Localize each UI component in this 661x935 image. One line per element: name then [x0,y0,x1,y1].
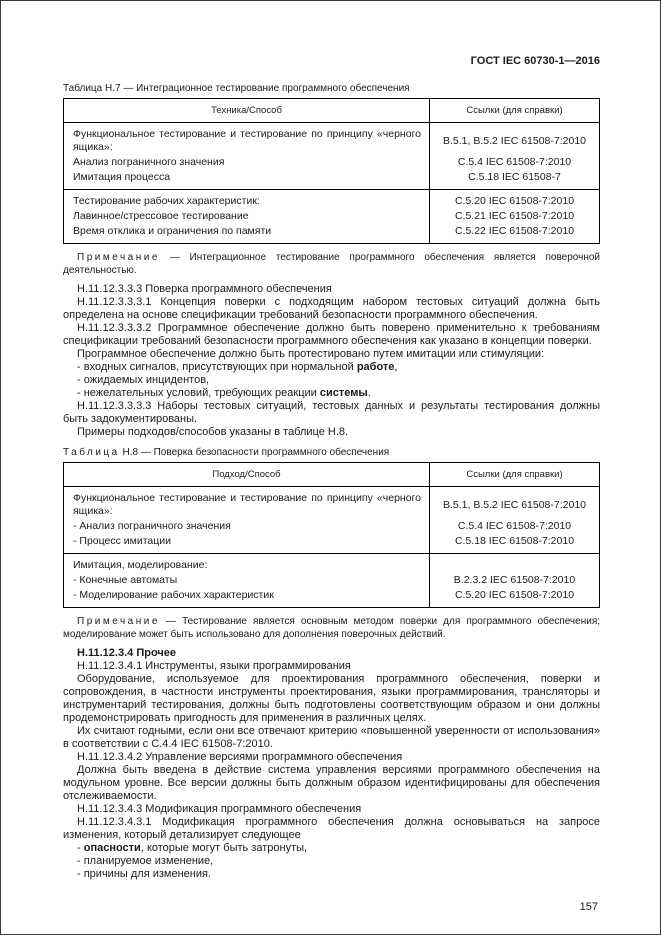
approach-cell: Функциональное тестирование и тестирование по принципу «черного ящика»: [64,487,430,519]
list-item-text: - входных сигналов, присутствующих при нормальной [77,361,357,373]
list-item-text: , [394,361,398,373]
list-item-bold: опасности [83,842,141,854]
clause-paragraph: Оборудование, используемое для проектирования программного обеспечения, поверки и сопровождения, в частности инструменты проектирования, языки программирования, трансляторы и инструментарий тестирования, должны быть подготовлены соответствующим образом и они должны продемонстрировать пригодность для применения в различных целях. [63,673,600,724]
table-line [64,190,599,209]
note-h8 [63,616,600,641]
table-line [64,519,599,534]
list-item-text: , которые могут быть затронуты, [140,842,308,854]
note-text: — Интеграционное тестирование программного обеспечения является поверочной деятельностью. [63,252,601,276]
list-item-text: - причины для изменения. [77,868,211,880]
list-item [63,387,600,400]
clause-heading: Н.11.12.3.3.3 Поверка программного обеспечения [77,283,332,295]
page-number: 157 [579,901,598,913]
table-h8-caption-text: Н.8 — Поверка безопасности программного обеспечения [122,447,390,458]
reference-cell: C.5.20 IEC 61508-7:2010 [454,589,575,601]
table-h7-header-row [64,99,599,123]
table-h8-header-row [64,463,599,487]
table-row [64,487,599,553]
technique-column-header: Техника/Способ [64,99,430,122]
list-item [63,868,600,881]
clause-paragraph: Н.11.12.3.3.3.2 Программное обеспечение должно быть поверено применительно к требованиям спецификации требований безопасности программного обеспечения как указано в концепции поверки. [63,322,600,347]
list-item-text: - [77,842,84,854]
table-h7-caption [63,83,600,94]
table-h8-caption [63,447,600,458]
clause-heading: Н.11.12.3.4.1 Инструменты, языки программирования [77,660,351,672]
reference-cell [430,554,599,573]
references-column-header: Ссылки (для справки) [466,469,563,480]
approach-cell: Имитация, моделирование: [64,554,430,573]
table-h7 [63,98,600,244]
table-row [64,189,599,243]
table-h7-caption-word: Таблица [63,83,103,94]
references-column-header: Ссылки (для справки) [466,105,563,116]
list-item-text: - ожидаемых инцидентов, [77,374,210,386]
reference-cell: C.5.20 IEC 61508-7:2010 [454,195,575,207]
list-item [63,855,600,868]
table-line [64,573,599,588]
list-item [63,361,600,374]
technique-cell: Лавинное/стрессовое тестирование [64,209,430,224]
approach-cell: - Процесс имитации [64,534,430,553]
table-line [64,170,599,189]
table-h8 [63,462,600,608]
clause-paragraph: Их считают годными, если они все отвечают критерию «повышенной уверенности от использования» в соответствии с С.4.4 IEC 61508-7:2010. [63,725,600,750]
reference-cell: B.5.1, B.5.2 IEC 61508-7:2010 [442,134,587,147]
approach-cell: - Анализ пограничного значения [64,519,430,534]
reference-cell: B.2.3.2 IEC 61508-7:2010 [453,574,576,586]
note-label: Примечание [77,616,160,627]
reference-cell: C.5.4 IEC 61508-7:2010 [457,520,572,532]
table-line [64,554,599,573]
table-h7-caption-text: Н.7 — Интеграционное тестирование программного обеспечения [105,83,410,94]
technique-cell: Функциональное тестирование и тестирование по принципу «черного ящика»: [64,123,430,155]
clause-heading: Н.11.12.3.4 Прочее [77,647,177,659]
table-line [64,534,599,553]
reference-cell: C.5.21 IEC 61508-7:2010 [454,210,575,222]
list-item-bold: работе [356,361,395,373]
clause-paragraph: Н.11.12.3.3.3.1 Концепция поверки с подходящим набором тестовых ситуаций должна быть определена на основе спецификации требований безопасности программного обеспечения. [63,296,600,321]
list-item-text: - планируемое изменение, [77,855,214,867]
table-row [64,553,599,607]
list-item-text: - нежелательных условий, требующих реакции [77,387,320,399]
reference-cell: C.5.18 IEC 61508-7 [468,171,561,183]
table-line [64,155,599,170]
clause-paragraph: Программное обеспечение должно быть протестировано путем имитации или стимуляции: [77,348,545,360]
table-h8-caption-word: Таблица [63,447,120,458]
clause-heading: Н.11.12.3.4.2 Управление версиями программного обеспечения [77,751,403,763]
list-item-bold: системы [319,387,368,399]
clause-heading: Н.11.12.3.4.3 Модификация программного обеспечения [77,803,362,815]
technique-cell: Имитация процесса [64,170,430,189]
reference-cell: C.5.4 IEC 61508-7:2010 [457,156,572,168]
list-item [63,374,600,387]
table-line [64,224,599,243]
table-row [64,123,599,189]
table-line [64,209,599,224]
technique-cell: Анализ пограничного значения [64,155,430,170]
table-line [64,588,599,607]
clause-paragraph: Н.11.12.3.3.3.3 Наборы тестовых ситуаций, тестовых данных и результаты тестирования должны быть задокументированы. [63,400,600,425]
table-line [64,123,599,155]
reference-cell: C.5.18 IEC 61508-7:2010 [454,535,575,547]
approach-column-header: Подход/Способ [64,463,430,486]
reference-cell: C.5.22 IEC 61508-7:2010 [454,225,575,237]
approach-cell: - Конечные автоматы [64,573,430,588]
technique-cell: Время отклика и ограничения по памяти [64,224,430,243]
page-content [1,1,660,913]
note-label: Примечание [77,252,160,263]
note-text: — Тестирование является основным методом поверки для программного обеспечения; моделирование может быть использовано для дополнения поверочных действий. [63,616,601,640]
note-h7 [63,252,600,277]
technique-cell: Тестирование рабочих характеристик: [64,190,430,209]
table-line [64,487,599,519]
approach-cell: - Моделирование рабочих характеристик [64,588,430,607]
running-header: ГОСТ IEC 60730-1—2016 [470,55,600,67]
clause-paragraph: Должна быть введена в действие система управления версиями программного обеспечения на модульном уровне. Все версии должны быть должным образом идентифицированы для обеспечения отслеживаемости. [63,764,600,802]
reference-cell: B.5.1, B.5.2 IEC 61508-7:2010 [442,498,587,511]
clause-paragraph: Н.11.12.3.4.3.1 Модификация программного обеспечения должна основываться на запросе изменения, который детализирует следующее [63,816,600,841]
list-item-text: . [367,387,371,399]
list-item [63,842,600,855]
clause-paragraph: Примеры подходов/способов указаны в таблице Н.8. [77,426,349,438]
